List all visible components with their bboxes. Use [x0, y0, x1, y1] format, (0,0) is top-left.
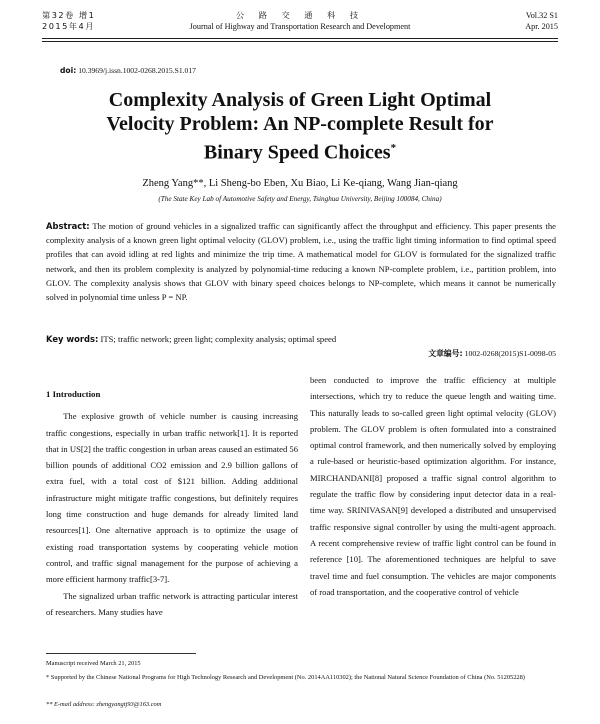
email-label: ** E-mail address:	[46, 701, 95, 708]
header-rule-thin	[42, 41, 558, 42]
footnote-received: Manuscript received March 21, 2015	[46, 660, 141, 667]
title-line-2: Velocity Problem: An NP-complete Result for	[106, 113, 494, 135]
intro-paragraph-continued: been conducted to improve the traffic efficiency at multiple intersections, which try to reduce the queue length and waiting time. This naturally leads to so-called green light optimal velocity (GLOV) problem. The GLOV problem is often formulated into a constrained optimal control framework, and then numerically solved by employing a rule-based or heuristic-based optimization algorithm. For instance, MIRCHANDANI[8] proposed a traffic signal control algorithm to regulate the traffic flow by considering input detector data in a real-time way. SRINIVASAN[9] developed a distributed and unsupervised traffic responsive signal controller by using the multi-agent approach. A recent comprehensive review of traffic light control can be found in reference [10]. The aforementioned techniques are helpful to save travel time and fuel consumption. The vehicles are major components of road transportation, and the cooperative control of vehicle	[310, 375, 556, 597]
volume-cn: 第32卷 增1	[42, 10, 96, 20]
title-footnote-mark: *	[390, 142, 397, 154]
email-address[interactable]: zhengyangtj93@163.com	[96, 701, 162, 708]
keywords-text: ITS; traffic network; green light; complexity analysis; optimal speed	[100, 334, 337, 344]
footnote-rule	[46, 653, 196, 654]
affiliation: (The State Key Lab of Automotive Safety and Energy, Tsinghua University, Beijing 100084, China)	[158, 195, 442, 203]
title-line-1: Complexity Analysis of Green Light Optimal	[108, 89, 492, 111]
header-rule	[42, 38, 558, 39]
journal-name-cn: 公 路 交 通 科 技	[235, 10, 365, 20]
volume-en: Vol.32 S1	[525, 11, 558, 20]
footnote-support: * Supported by the Chinese National Programs for High Technology Research and Development (No. 2014AA110302); the National Natural Science Foundation of China (No. 51205228)	[46, 674, 525, 681]
article-number	[428, 348, 556, 359]
abstract-text: The motion of ground vehicles in a signalized traffic can significantly affect the throughput and efficiency. This paper presents the complexity analysis of a known green light optimal velocity (GLOV) problem, i.e., using the traffic light timing information to find optimal speed profiles that can avoid idling at red lights and minimize the trip time. A mathematical model for GLOV is formulated for the signalized traffic network, and then its problem complexity is analyzed by polynomial-time reducing a known NP-complete problem, i.e., partition problem, into GLOV. The complexity analysis shows that GLOV with binary speed choices belongs to NP-complete, which means it cannot be numerically solved in polynomial time unless P = NP.	[46, 221, 556, 303]
author-list: Zheng Yang**, Li Sheng-bo Eben, Xu Biao, Li Ke-qiang, Wang Jian-qiang	[142, 178, 458, 189]
date-en: Apr. 2015	[525, 22, 558, 31]
date-cn: 2015年4月	[42, 21, 95, 31]
doi-line	[60, 66, 196, 75]
left-column	[46, 372, 298, 620]
title-line-3: Binary Speed Choices	[203, 141, 391, 164]
intro-paragraph-2: The signalized urban traffic network is attracting particular interest of researchers. Many studies have	[46, 590, 298, 617]
article-number-value: 1002-0268(2015)S1-0098-05	[464, 349, 556, 358]
doi-label: doi:	[60, 66, 77, 75]
intro-paragraph-1: The explosive growth of vehicle number is causing increasing traffic congestions, especially in urban traffic network[1]. It is reported that in US[2] the traffic congestion in urban areas caused an estimated 56 billion pounds of additional CO2 emission and 2.9 billion gallons of extra fuel, with a total cost of $121 billion. Adding additional infrastructure might mitigate traffic congestions, but definitely requires long time construction and huge demands for already limited land resources[1]. One alternative approach is to optimize the usage of existing road transportation systems by cooperating vehicle motion control, and traffic signal management for the purpose of achieving a more efficient harmony traffic[3-7].	[46, 411, 298, 585]
journal-name-en: Journal of Highway and Transportation Research and Development	[189, 22, 411, 31]
keywords-label: Key words:	[46, 334, 99, 344]
section-heading-introduction: 1 Introduction	[46, 389, 101, 399]
right-column	[310, 372, 556, 600]
doi-value: 10.3969/j.issn.1002-0268.2015.S1.017	[78, 66, 196, 75]
abstract	[46, 219, 556, 304]
keywords	[46, 333, 556, 345]
article-number-label: 文章编号:	[428, 349, 463, 358]
footnote-email	[46, 700, 556, 709]
paper-title	[60, 88, 540, 165]
abstract-label: Abstract:	[46, 221, 90, 231]
running-header	[42, 10, 558, 50]
